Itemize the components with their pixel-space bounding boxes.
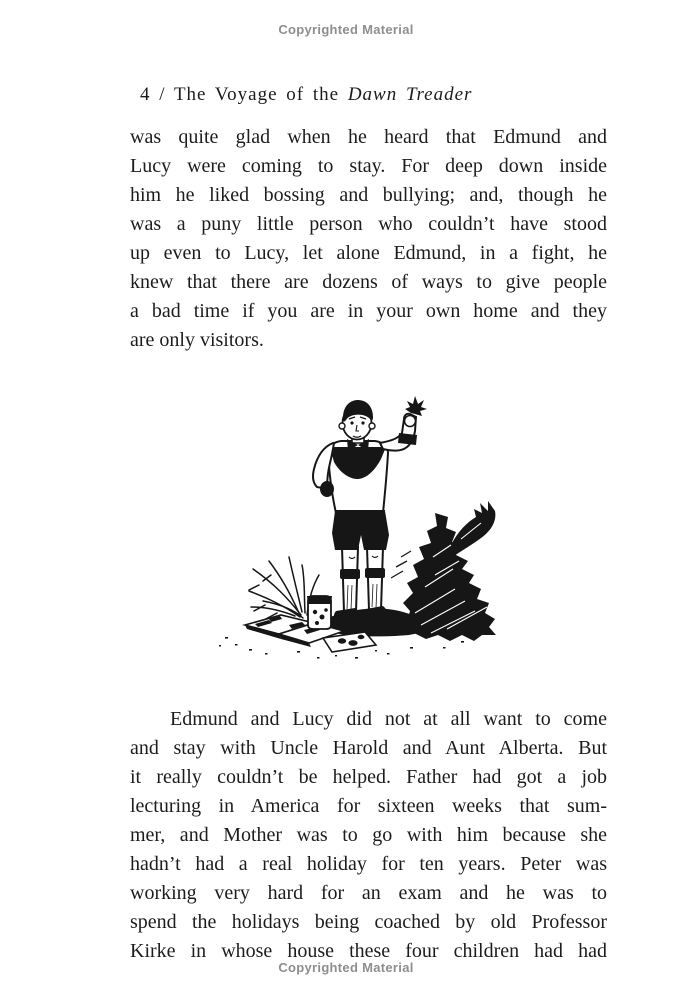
paragraph-2 (130, 705, 607, 966)
text-line: hadn’t had a real holiday for ten years. Peter was (130, 853, 607, 875)
text-line: Edmund and Lucy did not at all want to come (170, 708, 607, 730)
text-line: spend the holidays being coached by old Professor (130, 911, 607, 933)
text-line: Lucy were coming to stay. For deep down inside (130, 155, 607, 177)
text-line: him he liked bossing and bullying; and, though he (130, 184, 607, 206)
text-line: a bad time if you are in your own home and they (130, 300, 607, 322)
book-title-italic: Dawn Treader (347, 84, 473, 105)
copyright-watermark-top: Copyrighted Material (278, 22, 414, 37)
text-line: lecturing in America for sixteen weeks that sum- (130, 795, 607, 817)
text-line: Kirke in whose house these four children had had (130, 940, 607, 962)
page-number: 4 (140, 84, 151, 105)
text-line: working very hard for an exam and he was to (130, 882, 607, 904)
book-title-plain: The Voyage of the (173, 84, 348, 105)
header-separator: / (150, 84, 174, 105)
text-line: mer, and Mother was to go with him because she (130, 824, 607, 846)
book-illustration (205, 385, 505, 670)
text-line: it really couldn’t be helped. Father had got a job (130, 766, 607, 788)
text-line: was quite glad when he heard that Edmund and (130, 126, 607, 148)
paragraph-1 (130, 123, 607, 355)
text-line: knew that there are dozens of ways to give people (130, 271, 607, 293)
running-header (140, 84, 472, 106)
illustration-svg (205, 385, 505, 670)
copyright-watermark-bottom: Copyrighted Material (278, 960, 414, 975)
specimen-jar (307, 596, 332, 629)
text-line: was a puny little person who couldn’t have stood (130, 213, 607, 235)
text-line: up even to Lucy, let alone Edmund, in a fight, he (130, 242, 607, 264)
text-line: and stay with Uncle Harold and Aunt Alberta. But (130, 737, 607, 759)
text-line: are only visitors. (130, 329, 264, 351)
